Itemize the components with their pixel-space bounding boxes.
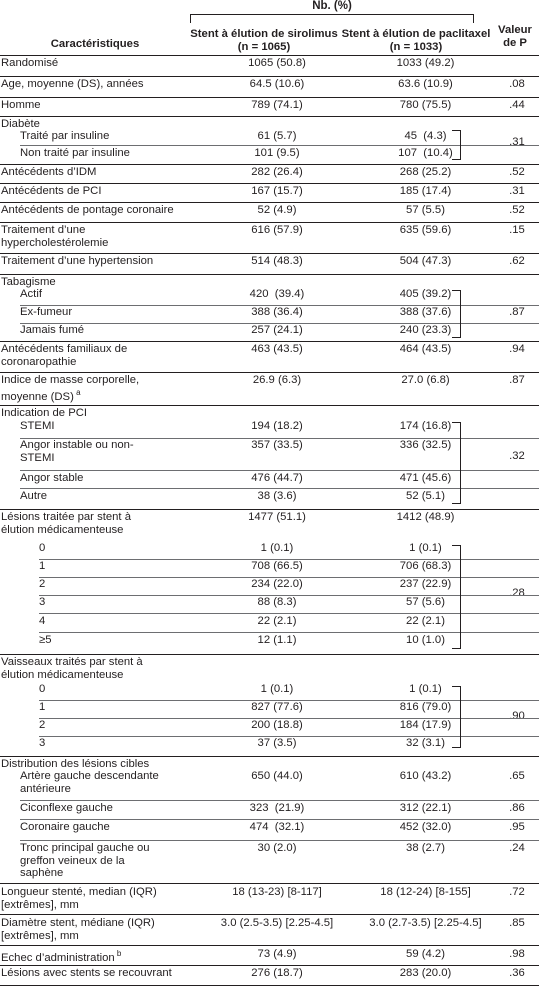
row-label: Angor instable ou non-STEMI bbox=[20, 439, 134, 464]
row-label: Indication de PCI bbox=[1, 407, 88, 419]
row-label: Ex-fumeur bbox=[20, 306, 73, 318]
row-label: Autre bbox=[20, 490, 48, 502]
value-sirolimus: 101 (9.5) bbox=[254, 147, 300, 159]
value-paclitaxel: 706 (68.3) bbox=[399, 560, 452, 572]
p-value: .62 bbox=[509, 255, 525, 267]
p-value: .85 bbox=[509, 917, 525, 929]
p-value: .94 bbox=[509, 343, 525, 355]
row-label: Jamais fumé bbox=[20, 324, 85, 336]
row-divider bbox=[0, 654, 539, 655]
value-sirolimus: 37 (3.5) bbox=[257, 737, 297, 749]
subrow-divider bbox=[20, 438, 539, 439]
value-paclitaxel: 816 (79.0) bbox=[399, 701, 452, 713]
row-label: Lésions traitée par stent à élution médicamenteuse bbox=[1, 511, 131, 536]
value-sirolimus: 476 (44.7) bbox=[251, 472, 303, 484]
row-label: Randomisé bbox=[1, 57, 59, 69]
subrow-divider bbox=[20, 819, 539, 820]
group-bracket bbox=[452, 422, 461, 504]
value-paclitaxel: 237 (22.9) bbox=[399, 578, 452, 590]
row-divider bbox=[0, 202, 539, 203]
row-label: Traité par insuline bbox=[20, 130, 110, 142]
value-sirolimus: 257 (24.1) bbox=[251, 324, 303, 336]
row-divider bbox=[0, 222, 539, 223]
row-label: Antécédents de PCI bbox=[1, 185, 102, 197]
row-label: Antécédents de pontage coronaire bbox=[1, 204, 174, 216]
value-paclitaxel: 464 (43.5) bbox=[399, 343, 452, 355]
subrow-divider bbox=[39, 595, 539, 596]
value-sirolimus: 420 (39.4) bbox=[249, 288, 305, 300]
row-divider bbox=[0, 945, 539, 946]
value-paclitaxel: 52 (5.1) bbox=[406, 490, 445, 502]
value-sirolimus: 357 (33.5) bbox=[251, 439, 303, 451]
value-paclitaxel: 107 (10.4) bbox=[398, 147, 453, 159]
row-label: STEMI bbox=[20, 420, 55, 432]
value-sirolimus: 1477 (51.1) bbox=[248, 511, 306, 523]
value-sirolimus: 88 (8.3) bbox=[257, 596, 297, 608]
p-header-line2: de P bbox=[503, 37, 527, 49]
value-sirolimus: 61 (5.7) bbox=[257, 130, 297, 142]
value-paclitaxel: 1412 (48.9) bbox=[396, 511, 455, 523]
row-divider bbox=[0, 253, 539, 254]
value-paclitaxel: 10 (1.0) bbox=[406, 634, 445, 646]
value-sirolimus: 616 (57.9) bbox=[251, 224, 303, 236]
row-label: Antécédents d’IDM bbox=[1, 166, 97, 178]
row-label: Antécédents familiaux de coronaropathie bbox=[1, 343, 128, 368]
value-sirolimus: 18 (13-23) [8-117] bbox=[232, 886, 322, 898]
value-paclitaxel: 471 (45.6) bbox=[399, 472, 452, 484]
row-divider bbox=[0, 509, 539, 510]
value-sirolimus: 323 (21.9) bbox=[249, 802, 305, 814]
row-divider bbox=[0, 914, 539, 915]
value-paclitaxel: 27.0 (6.8) bbox=[401, 374, 450, 386]
row-label: 3 bbox=[39, 596, 46, 608]
value-paclitaxel: 32 (3.1) bbox=[406, 737, 445, 749]
row-label: Distribution des lésions cibles bbox=[1, 758, 150, 770]
row-label: 1 bbox=[39, 701, 46, 713]
row-label: Angor stable bbox=[20, 472, 84, 484]
value-paclitaxel: 38 (2.7) bbox=[406, 842, 445, 854]
row-label: Coronaire gauche bbox=[20, 821, 110, 833]
value-paclitaxel: 1 (0.1) bbox=[409, 683, 442, 695]
row-label: Traitement d’une hypercholestérolemie bbox=[1, 224, 109, 249]
p-value: .72 bbox=[509, 886, 525, 898]
p-value: .65 bbox=[509, 770, 525, 782]
value-sirolimus: 1 (0.1) bbox=[260, 683, 294, 695]
value-paclitaxel: 336 (32.5) bbox=[399, 439, 452, 451]
value-sirolimus: 827 (77.6) bbox=[251, 701, 303, 713]
value-paclitaxel: 780 (75.5) bbox=[399, 99, 452, 111]
value-sirolimus: 22 (2.1) bbox=[257, 615, 297, 627]
row-label: 2 bbox=[39, 578, 46, 590]
p-value: .36 bbox=[509, 967, 525, 979]
subrow-divider bbox=[20, 800, 539, 801]
value-paclitaxel: 610 (43.2) bbox=[399, 770, 452, 782]
p-value: .44 bbox=[509, 99, 525, 111]
row-label: Non traité par insuline bbox=[20, 147, 130, 159]
value-sirolimus: 1065 (50.8) bbox=[248, 57, 306, 69]
subrow-divider bbox=[20, 305, 539, 306]
value-paclitaxel: 3.0 (2.7-3.5) [2.25-4.5] bbox=[369, 917, 482, 929]
p-value: .95 bbox=[509, 821, 525, 833]
value-paclitaxel: 59 (4.2) bbox=[406, 948, 445, 960]
value-sirolimus: 1 (0.1) bbox=[260, 542, 294, 554]
row-label: Age, moyenne (DS), années bbox=[1, 78, 144, 90]
row-label: Artère gauche descendante antérieure bbox=[20, 770, 159, 795]
row-divider bbox=[0, 183, 539, 184]
value-paclitaxel: 57 (5.5) bbox=[406, 204, 445, 216]
column-header-paclitaxel-line1: Stent à élution de paclitaxel bbox=[341, 28, 491, 40]
row-divider bbox=[0, 116, 539, 117]
value-sirolimus: 708 (66.5) bbox=[251, 560, 303, 572]
row-divider bbox=[0, 883, 539, 884]
p-value: .98 bbox=[509, 948, 525, 960]
group-bracket bbox=[452, 545, 461, 649]
value-sirolimus: 73 (4.9) bbox=[257, 948, 297, 960]
row-label: Indice de masse corporelle, moyenne (DS) $^a$ bbox=[1, 374, 140, 403]
subrow-divider bbox=[20, 840, 539, 841]
value-sirolimus: 200 (18.8) bbox=[251, 719, 303, 731]
value-paclitaxel: 57 (5.6) bbox=[406, 596, 445, 608]
value-sirolimus: 388 (36.4) bbox=[251, 306, 303, 318]
value-paclitaxel: 388 (37.6) bbox=[399, 306, 452, 318]
column-header-paclitaxel bbox=[336, 28, 496, 54]
value-paclitaxel: 22 (2.1) bbox=[406, 615, 445, 627]
value-paclitaxel: 504 (47.3) bbox=[399, 255, 452, 267]
p-value: .31 bbox=[509, 136, 525, 148]
row-label: Actif bbox=[20, 288, 42, 300]
column-header-sirolimus-line1: Stent à élution de sirolimus bbox=[190, 28, 338, 40]
p-value: .08 bbox=[509, 78, 525, 90]
subrow-divider bbox=[20, 323, 539, 324]
row-label: 2 bbox=[39, 719, 46, 731]
row-label: Echec d’administration $^b$ bbox=[1, 949, 122, 964]
column-header-sirolimus-line2: (n = 1065) bbox=[237, 41, 291, 53]
value-sirolimus: 26.9 (6.3) bbox=[252, 374, 302, 386]
subrow-divider bbox=[39, 632, 539, 633]
row-divider bbox=[0, 405, 539, 406]
row-divider bbox=[0, 341, 539, 342]
row-divider bbox=[0, 372, 539, 373]
row-divider bbox=[0, 97, 539, 98]
subrow-divider bbox=[39, 559, 539, 560]
row-label: Vaisseaux traités par stent à élution médicamenteuse bbox=[1, 656, 143, 681]
row-label: Lésions avec stents se recouvrant bbox=[1, 967, 172, 979]
subrow-divider bbox=[20, 145, 539, 146]
p-value: .28 bbox=[509, 587, 525, 599]
value-paclitaxel: 174 (16.8) bbox=[399, 420, 452, 432]
value-sirolimus: 38 (3.6) bbox=[257, 490, 297, 502]
value-sirolimus: 474 (32.1) bbox=[249, 821, 305, 833]
p-value: .52 bbox=[509, 204, 525, 216]
row-divider bbox=[0, 756, 539, 757]
value-sirolimus: 12 (1.1) bbox=[257, 634, 297, 646]
value-paclitaxel: 283 (20.0) bbox=[399, 967, 452, 979]
value-paclitaxel: 268 (25.2) bbox=[399, 166, 452, 178]
value-paclitaxel: 18 (12-24) [8-155] bbox=[380, 886, 471, 898]
row-label: ≥5 bbox=[39, 634, 52, 646]
row-label: 0 bbox=[39, 542, 46, 554]
subrow-divider bbox=[20, 488, 539, 489]
p-value: .87 bbox=[509, 306, 525, 318]
value-paclitaxel: 184 (17.9) bbox=[399, 719, 452, 731]
group-bracket bbox=[452, 686, 461, 748]
value-sirolimus: 789 (74.1) bbox=[251, 99, 303, 111]
value-sirolimus: 234 (22.0) bbox=[251, 578, 303, 590]
value-sirolimus: 30 (2.0) bbox=[257, 842, 297, 854]
value-paclitaxel: 312 (22.1) bbox=[399, 802, 452, 814]
value-sirolimus: 463 (43.5) bbox=[251, 343, 303, 355]
row-label: Traitement d’une hypertension bbox=[1, 255, 154, 267]
subrow-divider bbox=[39, 613, 539, 614]
row-label: Tabagisme bbox=[1, 276, 56, 288]
value-sirolimus: 650 (44.0) bbox=[251, 770, 303, 782]
row-label: Homme bbox=[1, 99, 41, 111]
subrow-divider bbox=[39, 577, 539, 578]
value-sirolimus: 167 (15.7) bbox=[251, 185, 303, 197]
footnote-marker: b bbox=[114, 949, 122, 958]
value-paclitaxel: 45 (4.3) bbox=[404, 130, 447, 142]
footnote-marker: a bbox=[73, 387, 81, 397]
value-sirolimus: 276 (18.7) bbox=[251, 967, 303, 979]
p-header-line1: Valeur bbox=[498, 24, 532, 36]
value-paclitaxel: 452 (32.0) bbox=[399, 821, 452, 833]
row-label: Longueur stenté, median (IQR) [extrêmes], mm bbox=[1, 886, 157, 911]
row-label: 4 bbox=[39, 615, 46, 627]
group-bracket bbox=[452, 130, 461, 160]
value-paclitaxel: 405 (39.2) bbox=[399, 288, 452, 300]
row-label: Diamètre stent, médiane (IQR) [extrêmes], mm bbox=[1, 917, 155, 942]
subrow-divider bbox=[39, 718, 539, 719]
row-label: Ciconflexe gauche bbox=[20, 802, 113, 814]
row-label: 0 bbox=[39, 683, 46, 695]
subrow-divider bbox=[39, 736, 539, 737]
header-rule bbox=[0, 55, 539, 56]
p-value: .90 bbox=[509, 710, 525, 722]
p-value: .32 bbox=[509, 450, 525, 462]
row-divider bbox=[0, 965, 539, 966]
value-sirolimus: 514 (48.3) bbox=[251, 255, 303, 267]
value-sirolimus: 282 (26.4) bbox=[251, 166, 303, 178]
column-group-bracket bbox=[190, 14, 474, 23]
p-value: .31 bbox=[509, 185, 525, 197]
column-group-header: Nb. (%) bbox=[312, 0, 352, 12]
subrow-divider bbox=[20, 470, 539, 471]
subrow-divider bbox=[39, 700, 539, 701]
p-value: .86 bbox=[509, 802, 525, 814]
value-paclitaxel: 185 (17.4) bbox=[399, 185, 452, 197]
row-label: 1 bbox=[39, 560, 46, 572]
row-divider bbox=[0, 164, 539, 165]
row-label: Tronc principal gauche ou greffon veineux de la saphène bbox=[20, 842, 150, 879]
value-paclitaxel: 1 (0.1) bbox=[409, 542, 442, 554]
row-label: 3 bbox=[39, 737, 46, 749]
column-header-characteristics: Caractéristiques bbox=[50, 38, 140, 50]
value-sirolimus: 3.0 (2.5-3.5) [2.25-4.5] bbox=[220, 917, 334, 929]
value-paclitaxel: 63.6 (10.9) bbox=[398, 78, 453, 90]
row-divider bbox=[0, 274, 539, 275]
row-divider bbox=[0, 76, 539, 77]
group-bracket bbox=[452, 290, 461, 338]
column-header-paclitaxel-line2: (n = 1033) bbox=[389, 41, 443, 53]
column-header-p-value bbox=[492, 24, 538, 50]
column-header-sirolimus bbox=[188, 28, 340, 54]
value-sirolimus: 64.5 (10.6) bbox=[249, 78, 305, 90]
p-value: .87 bbox=[509, 374, 525, 386]
value-paclitaxel: 1033 (49.2) bbox=[396, 57, 455, 69]
p-value: .15 bbox=[509, 224, 525, 236]
row-label: Diabète bbox=[1, 118, 40, 130]
p-value: .24 bbox=[509, 842, 525, 854]
value-sirolimus: 194 (18.2) bbox=[251, 420, 303, 432]
value-paclitaxel: 240 (23.3) bbox=[399, 324, 452, 336]
p-value: .52 bbox=[509, 166, 525, 178]
value-sirolimus: 52 (4.9) bbox=[257, 204, 297, 216]
value-paclitaxel: 635 (59.6) bbox=[399, 224, 452, 236]
